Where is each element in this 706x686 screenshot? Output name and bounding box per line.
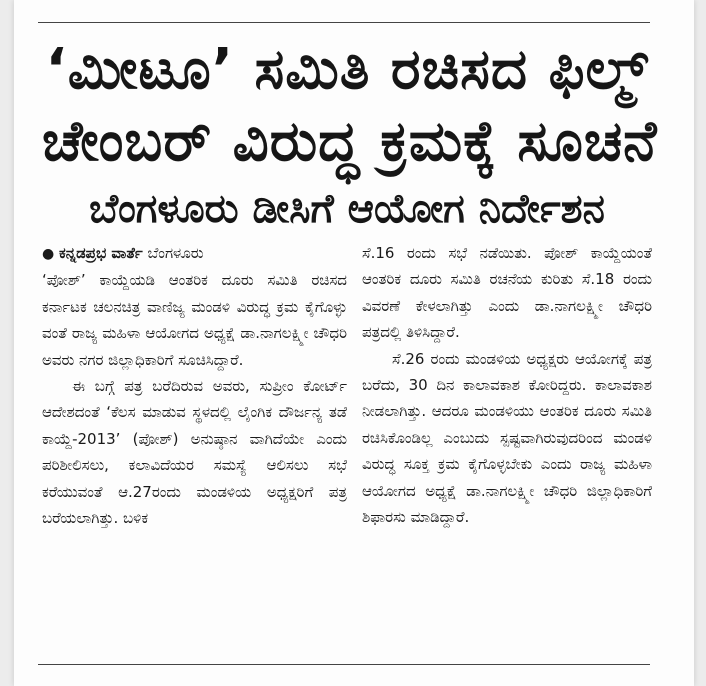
top-rule xyxy=(38,22,650,23)
article-paragraph: ‘ಪೋಶ್’ ಕಾಯ್ದೆಯಡಿ ಆಂತರಿಕ ದೂರು ಸಮಿತಿ ರಚಿಸದ ಕರ್ನಾಟಕ ಚಲನಚಿತ್ರ ವಾಣಿಜ್ಯ ಮಂಡಳಿ ವಿರುದ್ಧ ಕ್ರಮ ಕೈಗೊಳ್ಳು ವಂತೆ ರಾಜ್ಯ ಮಹಿಳಾ ಆಯೋಗದ ಅಧ್ಯಕ್ಷೆ ಡಾ.ನಾಗಲಕ್ಷ್ಮೀ ಚೌಧರಿ ಅವರು ನಗರ ಜಿಲ್ಲಾಧಿಕಾರಿಗೆ ಸೂಚಿಸಿದ್ದಾರೆ. xyxy=(42,271,347,369)
headline-line-2: ಚೇಂಬರ್ ವಿರುದ್ಧ ಕ್ರಮಕ್ಕೆ ಸೂಚನೆ xyxy=(42,109,658,174)
headline-line-1: ‘ಮೀಟೂ’ ಸಮಿತಿ ರಚಿಸದ ಫಿಲ್ಮ್ xyxy=(45,37,649,102)
newspaper-clipping xyxy=(14,0,694,686)
byline xyxy=(42,240,347,267)
article-paragraph: ಸೆ.16 ರಂದು ಸಭೆ ನಡೆಯಿತು. ಪೋಶ್ ಕಾಯ್ದೆಯಂತೆ ಆಂತರಿಕ ದೂರು ಸಮಿತಿ ರಚನೆಯ ಕುರಿತು ಸೆ.18 ರಂದು ವಿವರಣೆ ಕೇಳಲಾಗಿತ್ತು ಎಂದು ಡಾ.ನಾಗಲಕ್ಷ್ಮೀ ಚೌಧರಿ ಪತ್ರದಲ್ಲಿ ತಿಳಿಸಿದ್ದಾರೆ. xyxy=(362,244,652,342)
byline-place: ಬೆಂಗಳೂರು xyxy=(147,244,204,262)
subheadline: ಬೆಂಗಳೂರು ಡೀಸಿಗೆ ಆಯೋಗ ನಿರ್ದೇಶನ xyxy=(89,186,605,232)
article-paragraph: ಈ ಬಗ್ಗೆ ಪತ್ರ ಬರೆದಿರುವ ಅವರು, ಸುಪ್ರೀಂ ಕೋರ್ಟ್ ಆದೇಶದಂತೆ ‘ಕೆಲಸ ಮಾಡುವ ಸ್ಥಳದಲ್ಲಿ ಲೈಂಗಿಕ ದೌರ್ಜನ್ಯ ತಡೆ ಕಾಯ್ದೆ-2013’ (ಪೋಶ್) ಅನುಷ್ಠಾನ ವಾಗಿದೆಯೇ ಎಂದು ಪರಿಶೀಲಿಸಲು, ಕಲಾವಿದೆಯರ ಸಮಸ್ಯೆ ಆಲಿಸಲು ಸಭೆ ಕರೆಯುವಂತೆ ಆ.27ರಂದು ಮಂಡಳಿಯ ಅಧ್ಯಕ್ಷರಿಗೆ ಪತ್ರ ಬರೆಯಲಾಗಿತ್ತು. ಬಳಿಕ xyxy=(42,377,347,528)
bottom-rule xyxy=(38,664,650,665)
article-column-left xyxy=(42,240,347,531)
byline-agency: ಕನ್ನಡಪ್ರಭ ವಾರ್ತೆ xyxy=(59,244,143,262)
byline-bullet: ● xyxy=(42,246,55,262)
article-column-right xyxy=(362,240,652,530)
article-paragraph: ಸೆ.26 ರಂದು ಮಂಡಳಿಯ ಅಧ್ಯಕ್ಷರು ಆಯೋಗಕ್ಕೆ ಪತ್ರ ಬರೆದು, 30 ದಿನ ಕಾಲಾವಕಾಶ ಕೋರಿದ್ದರು. ಕಾಲಾವಕಾಶ ನೀಡಲಾಗಿತ್ತು. ಆದರೂ ಮಂಡಳಿಯು ಆಂತರಿಕ ದೂರು ಸಮಿತಿ ರಚಿಸಿಕೊಂಡಿಲ್ಲ ಎಂಬುದು ಸ್ಪಷ್ಟವಾಗಿರುವುದರಿಂದ ಮಂಡಳಿ ವಿರುದ್ಧ ಸೂಕ್ತ ಕ್ರಮ ಕೈಗೊಳ್ಳಬೇಕು ಎಂದು ರಾಜ್ಯ ಮಹಿಳಾ ಆಯೋಗದ ಅಧ್ಯಕ್ಷೆ ಡಾ.ನಾಗಲಕ್ಷ್ಮೀ ಚೌಧರಿ ಜಿಲ್ಲಾಧಿಕಾರಿಗೆ ಶಿಫಾರಸು ಮಾಡಿದ್ದಾರೆ. xyxy=(362,349,652,527)
